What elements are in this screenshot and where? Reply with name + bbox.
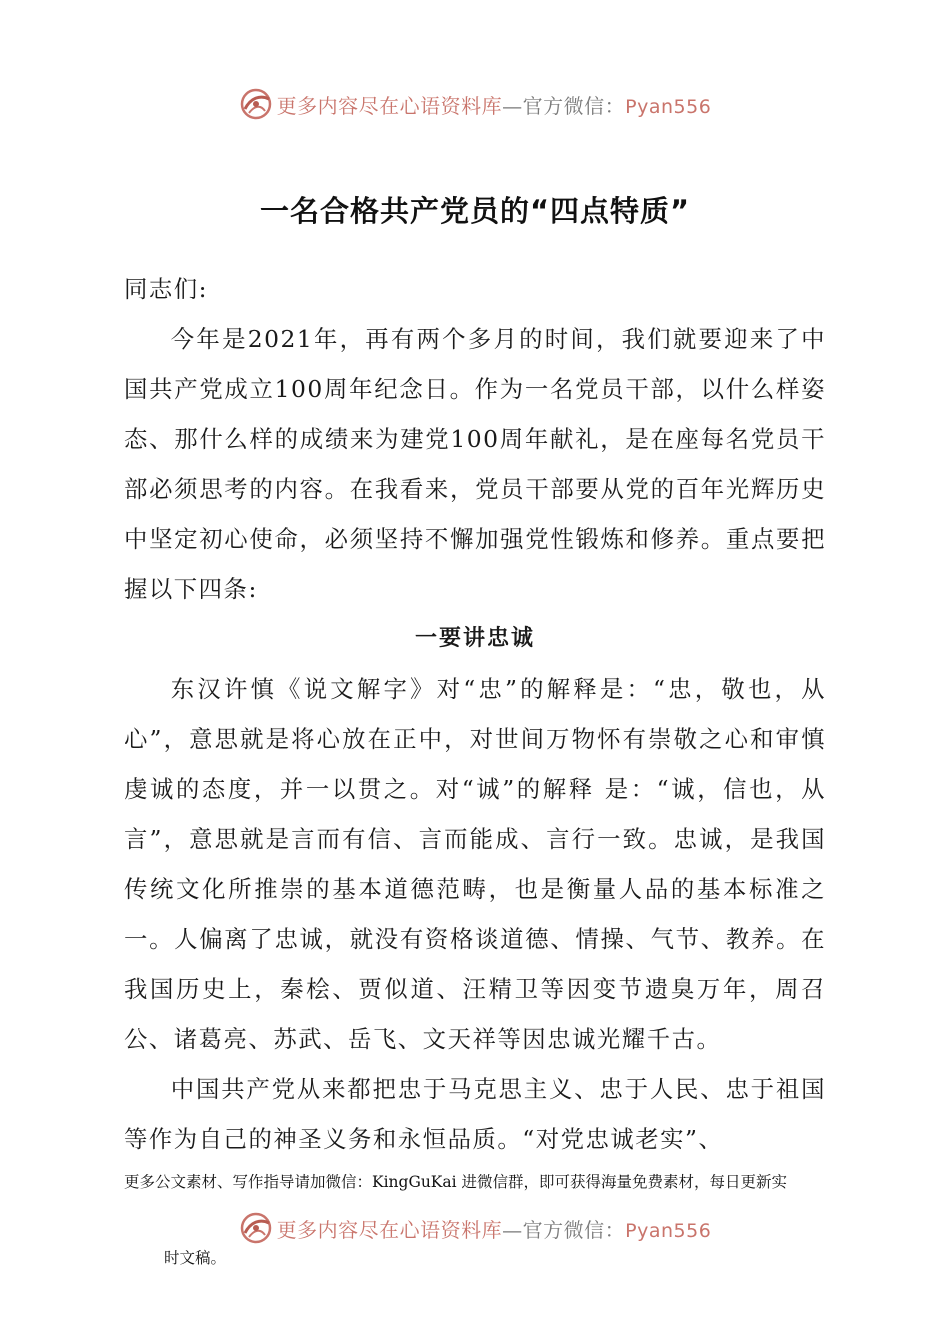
body-paragraph: 东汉许慎《说文解字》对“忠”的解释是：“忠，敬也，从心”，意思就是将心放在正中，对世间万物怀有崇敬之心和审慎虔诚的态度，并一以贯之。对“诚”的解释 是：“诚，信也，从言”，意思就是言而有信、言而能成、言行一致。忠诚，是我国传统文化所推崇的基本道德范畴，也是衡量人品的基本标准之一。人偏离了忠诚，就没有资格谈道德、情操、气节、教养。在我国历史上，秦桧、贾似道、汪精卫等因变节遗臭万年，周召公、诸葛亮、苏武、岳飞、文天祥等因忠诚光耀千古。 [124,675,826,1053]
watermark-text: 更多内容尽在心语资料库—官方微信：Pyan556 [276,93,712,118]
document-title: 一名合格共产党员的“四点特质” [259,194,691,228]
footer-note-continued: 时文稿。 [164,1249,227,1267]
body-paragraph: 中国共产党从来都把忠于马克思主义、忠于人民、忠于祖国等作为自己的神圣义务和永恒品质。“对党忠诚老实”、 [124,1075,826,1153]
intro-paragraph: 今年是2021年，再有两个多月的时间，我们就要迎来了中国共产党成立100周年纪念日。作为一名党员干部，以什么样姿态、那什么样的成绩来为建党100周年献礼，是在座每名党员干部必须思考的内容。在我看来，党员干部要从党的百年光辉历史中坚定初心使命，必须坚持不懈加强党性锻炼和修养。重点要把握以下四条: [124,325,826,603]
seal-logo-icon [239,1211,273,1245]
footer-note: 更多公文素材、写作指导请加微信：KingGuKai 进微信群，即可获得海量免费素材，每日更新实 [124,1173,788,1191]
header-watermark [0,84,950,124]
footer-watermark [0,1208,950,1248]
seal-logo-icon [239,87,273,121]
salutation: 同志们: [124,275,209,303]
document-body [124,264,826,1164]
watermark-text: 更多内容尽在心语资料库—官方微信：Pyan556 [276,1217,712,1242]
section-heading: 一要讲忠诚 [414,626,535,651]
